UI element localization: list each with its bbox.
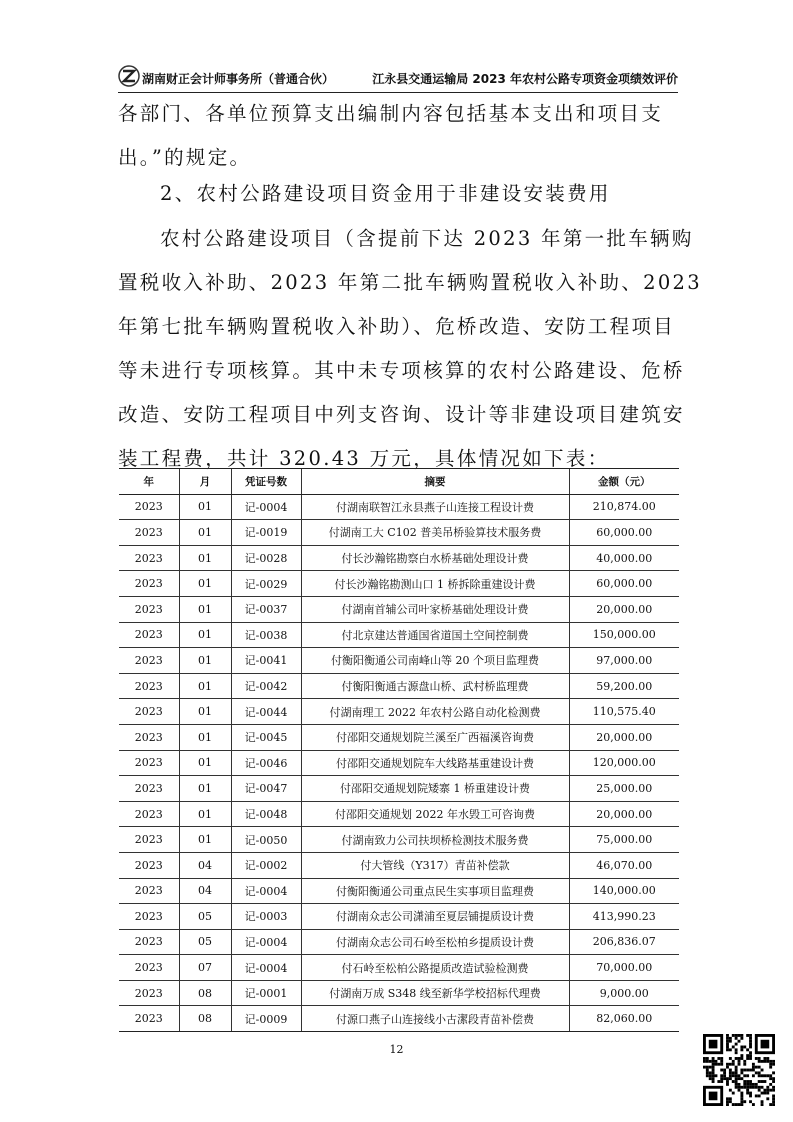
cell-amount: 46,070.00 — [569, 852, 679, 878]
cell-summary: 付衡阳衡通公司南峰山等 20 个项目监理费 — [301, 648, 569, 674]
cell-amount: 206,836.07 — [569, 929, 679, 955]
cell-summary: 付源口燕子山连接线小古潔段青苗补偿费 — [301, 1006, 569, 1032]
cell-summary: 付长沙瀚铭勘察白水桥基础处理设计费 — [301, 545, 569, 571]
cell-month: 01 — [179, 801, 231, 827]
cell-summary: 付邵阳交通规划院车大线路基重建设计费 — [301, 750, 569, 776]
table-row — [119, 852, 679, 878]
cell-voucher: 记-0004 — [231, 494, 301, 520]
cell-summary: 付湖南致力公司扶坝桥检测技术服务费 — [301, 827, 569, 853]
cell-summary: 付大管线（Y317）青苗补偿款 — [301, 852, 569, 878]
cell-year: 2023 — [119, 955, 179, 981]
cell-year: 2023 — [119, 852, 179, 878]
cell-amount: 20,000.00 — [569, 801, 679, 827]
cell-year: 2023 — [119, 801, 179, 827]
table-header-row — [119, 469, 679, 495]
table-row — [119, 827, 679, 853]
text-line: 等未进行专项核算。其中未专项核算的农村公路建设、危桥 — [118, 359, 685, 382]
table-row — [119, 673, 679, 699]
cell-amount: 210,874.00 — [569, 494, 679, 520]
table-body — [119, 494, 679, 1031]
cell-voucher: 记-0048 — [231, 801, 301, 827]
cell-voucher: 记-0004 — [231, 929, 301, 955]
cell-voucher: 记-0038 — [231, 622, 301, 648]
cell-month: 04 — [179, 852, 231, 878]
cell-voucher: 记-0009 — [231, 1006, 301, 1032]
cell-voucher: 记-0003 — [231, 904, 301, 930]
cell-voucher: 记-0045 — [231, 724, 301, 750]
cell-month: 01 — [179, 699, 231, 725]
text-line: 改造、安防工程项目中列支咨询、设计等非建设项目建筑安 — [118, 403, 685, 426]
table-row — [119, 904, 679, 930]
cell-voucher: 记-0004 — [231, 955, 301, 981]
cell-amount: 59,200.00 — [569, 673, 679, 699]
cell-amount: 60,000.00 — [569, 520, 679, 546]
cell-year: 2023 — [119, 545, 179, 571]
cell-year: 2023 — [119, 699, 179, 725]
cell-month: 01 — [179, 596, 231, 622]
cell-year: 2023 — [119, 520, 179, 546]
cell-summary: 付长沙瀚铭勘测山口 1 桥拆除重建设计费 — [301, 571, 569, 597]
cell-year: 2023 — [119, 1006, 179, 1032]
table-row — [119, 724, 679, 750]
header-summary: 摘要 — [301, 469, 569, 495]
cell-amount: 60,000.00 — [569, 571, 679, 597]
cell-year: 2023 — [119, 622, 179, 648]
cell-voucher: 记-0046 — [231, 750, 301, 776]
section-heading — [118, 172, 680, 216]
cell-amount: 110,575.40 — [569, 699, 679, 725]
cell-amount: 25,000.00 — [569, 776, 679, 802]
cell-year: 2023 — [119, 776, 179, 802]
cell-summary: 付邵阳交通规划院兰溪至广西福溪咨询费 — [301, 724, 569, 750]
table-row — [119, 750, 679, 776]
cell-amount: 9,000.00 — [569, 980, 679, 1006]
cell-year: 2023 — [119, 673, 179, 699]
text-line: 置税收入补助、2023 年第二批车辆购置税收入补助、2023 — [118, 271, 702, 294]
cell-amount: 413,990.23 — [569, 904, 679, 930]
text-line: 出。”的规定。 — [118, 146, 252, 169]
table-row — [119, 596, 679, 622]
cell-month: 01 — [179, 520, 231, 546]
cell-amount: 20,000.00 — [569, 596, 679, 622]
cell-summary: 付邵阳交通规划 2022 年水毁工可咨询费 — [301, 801, 569, 827]
text-line: 装工程费，共计 320.43 万元，具体情况如下表： — [118, 447, 610, 470]
page-number: 12 — [389, 1043, 404, 1056]
cell-summary: 付湖南众志公司潇浦至夏层铺提质设计费 — [301, 904, 569, 930]
cell-amount: 20,000.00 — [569, 724, 679, 750]
paragraph-continuation — [118, 92, 680, 180]
cell-year: 2023 — [119, 929, 179, 955]
cell-summary: 付湖南工大 C102 普美吊桥验算技术服务费 — [301, 520, 569, 546]
table-row — [119, 929, 679, 955]
cell-month: 01 — [179, 827, 231, 853]
cell-month: 04 — [179, 878, 231, 904]
cell-month: 01 — [179, 648, 231, 674]
cell-year: 2023 — [119, 596, 179, 622]
cell-month: 05 — [179, 904, 231, 930]
cell-month: 01 — [179, 494, 231, 520]
cell-month: 01 — [179, 545, 231, 571]
paragraph-main — [118, 217, 702, 481]
cell-month: 08 — [179, 980, 231, 1006]
cell-year: 2023 — [119, 724, 179, 750]
table-row — [119, 494, 679, 520]
header-voucher: 凭证号数 — [231, 469, 301, 495]
cell-voucher: 记-0002 — [231, 852, 301, 878]
cell-amount: 97,000.00 — [569, 648, 679, 674]
table-row — [119, 776, 679, 802]
cell-amount: 40,000.00 — [569, 545, 679, 571]
cell-voucher: 记-0019 — [231, 520, 301, 546]
header-year: 年 — [119, 469, 179, 495]
table-row — [119, 801, 679, 827]
cell-amount: 75,000.00 — [569, 827, 679, 853]
firm-logo-icon — [118, 65, 140, 87]
table-row — [119, 1006, 679, 1032]
cell-month: 08 — [179, 1006, 231, 1032]
table-row — [119, 648, 679, 674]
cell-month: 01 — [179, 673, 231, 699]
cell-voucher: 记-0028 — [231, 545, 301, 571]
cell-year: 2023 — [119, 827, 179, 853]
cell-summary: 付北京建达普通国省道国土空间控制费 — [301, 622, 569, 648]
text-line: 各部门、各单位预算支出编制内容包括基本支出和项目支 — [118, 102, 664, 125]
heading-text: 2、农村公路建设项目资金用于非建设安装费用 — [160, 182, 611, 205]
qr-code-icon — [703, 1034, 775, 1106]
cell-year: 2023 — [119, 904, 179, 930]
cell-year: 2023 — [119, 878, 179, 904]
table-row — [119, 520, 679, 546]
cell-amount: 120,000.00 — [569, 750, 679, 776]
cell-month: 01 — [179, 622, 231, 648]
text-line: 年第七批车辆购置税收入补助）、危桥改造、安防工程项目 — [118, 315, 676, 338]
cell-summary: 付湖南众志公司石岭至松柏乡提质设计费 — [301, 929, 569, 955]
cell-voucher: 记-0050 — [231, 827, 301, 853]
cell-voucher: 记-0001 — [231, 980, 301, 1006]
text-line: 农村公路建设项目（含提前下达 2023 年第一批车辆购 — [160, 227, 694, 250]
cell-month: 01 — [179, 571, 231, 597]
table-row — [119, 878, 679, 904]
cell-year: 2023 — [119, 980, 179, 1006]
cell-month: 07 — [179, 955, 231, 981]
table-row — [119, 699, 679, 725]
cell-voucher: 记-0042 — [231, 673, 301, 699]
cell-summary: 付衡阳衡通古源盘山桥、武村桥监理费 — [301, 673, 569, 699]
cell-voucher: 记-0029 — [231, 571, 301, 597]
cell-amount: 70,000.00 — [569, 955, 679, 981]
cell-amount: 140,000.00 — [569, 878, 679, 904]
page-header — [118, 62, 678, 93]
cell-voucher: 记-0037 — [231, 596, 301, 622]
header-amount: 金额（元） — [569, 469, 679, 495]
cell-summary: 付湖南联智江永县燕子山连接工程设计费 — [301, 494, 569, 520]
cell-month: 01 — [179, 724, 231, 750]
cell-summary: 付邵阳交通规划院矮寨 1 桥重建设计费 — [301, 776, 569, 802]
table-row — [119, 545, 679, 571]
table-row — [119, 622, 679, 648]
header-month: 月 — [179, 469, 231, 495]
cell-year: 2023 — [119, 494, 179, 520]
cell-summary: 付衡阳衡通公司重点民生实事项目监理费 — [301, 878, 569, 904]
firm-name: 湖南财正会计师事务所（普通合伙） — [142, 72, 335, 86]
cell-summary: 付湖南首辅公司叶家桥基础处理设计费 — [301, 596, 569, 622]
cell-voucher: 记-0044 — [231, 699, 301, 725]
cell-summary: 付石岭至松柏公路提质改造试验检测费 — [301, 955, 569, 981]
cell-month: 05 — [179, 929, 231, 955]
table-row — [119, 980, 679, 1006]
cell-year: 2023 — [119, 750, 179, 776]
table-row — [119, 955, 679, 981]
report-title: 江永县交通运输局 2023 年农村公路专项资金项绩效评价 — [372, 72, 678, 86]
cell-amount: 150,000.00 — [569, 622, 679, 648]
table-row — [119, 571, 679, 597]
expense-table — [119, 468, 679, 1032]
cell-month: 01 — [179, 776, 231, 802]
cell-voucher: 记-0047 — [231, 776, 301, 802]
cell-summary: 付湖南理工 2022 年农村公路自动化检测费 — [301, 699, 569, 725]
cell-amount: 82,060.00 — [569, 1006, 679, 1032]
cell-year: 2023 — [119, 648, 179, 674]
cell-month: 01 — [179, 750, 231, 776]
cell-year: 2023 — [119, 571, 179, 597]
cell-voucher: 记-0041 — [231, 648, 301, 674]
cell-summary: 付湖南万成 S348 线至新华学校招标代理费 — [301, 980, 569, 1006]
cell-voucher: 记-0004 — [231, 878, 301, 904]
